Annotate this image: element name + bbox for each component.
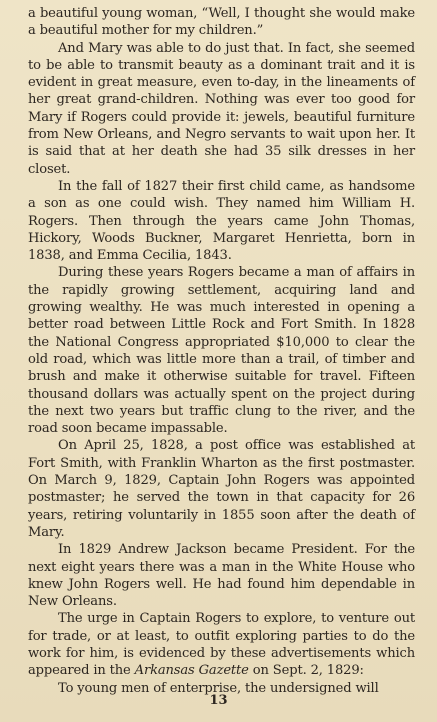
- paragraph-continuation: a beautiful young woman, “Well, I thought she would make a beautiful mother for my children.”: [28, 6, 415, 39]
- paragraph-road: During these years Rogers became a man of affairs in the rapidly growing settlement, acquiring land and growing wealthy. He was much interested in opening a better road between Little Rock and Fort Smith. In 1828 the National Congress appropriated $10,000 to clear the old road, which was little more than a trail, of timber and brush and make it otherwise suitable for travel. Fifteen thousand dollars was actually spent on the project during the next two years but traffic clung to the river, and the road soon became impassable.: [28, 265, 415, 437]
- advert-text-before: The urge in Captain Rogers to explore, to venture out for trade, or at least, to outfit exploring parties to do the work for him, is evidenced by these advertisements which appeared in the: [28, 611, 415, 679]
- paragraph-post-office: On April 25, 1828, a post office was established at Fort Smith, with Franklin Wharton as the first postmaster. On March 9, 1829, Captain John Rogers was appointed postmaster; he served the town in that capacity for 26 years, retiring voluntarily in 1855 soon after the death of Mary.: [28, 438, 415, 540]
- paragraph-jackson: In 1829 Andrew Jackson became President. For the next eight years there was a man in the White House who knew John Rogers well. He had found him dependable in New Orleans.: [28, 542, 415, 610]
- paragraph-mary-beauty: And Mary was able to do just that. In fact, she seemed to be able to transmit beauty as a dominant trait and it is evident in great measure, even to-day, in the lineaments of her great grand-children. Nothing was ever too good for Mary if Rogers could provide it: jewels, beautiful furniture from New Orleans, and Negro servants to wait upon her. It is said that at her death she had 35 silk dresses in her closet.: [28, 40, 415, 177]
- body-text: [28, 5, 415, 697]
- page-number: 13: [209, 693, 228, 708]
- paragraph-advertisements: [28, 610, 415, 679]
- newspaper-title: Arkansas Gazette: [134, 663, 249, 679]
- paragraph-first-child: In the fall of 1827 their first child came, as handsome a son as one could wish. They named him William H. Rogers. Then through the years came John Thomas, Hickory, Woods Buckner, Margaret Henrietta, born in 1838, and Emma Cecilia, 1843.: [28, 178, 415, 264]
- advert-text-after: on Sept. 2, 1829:: [248, 663, 364, 679]
- paragraph-young-men: To young men of enterprise, the undersigned will: [58, 680, 379, 696]
